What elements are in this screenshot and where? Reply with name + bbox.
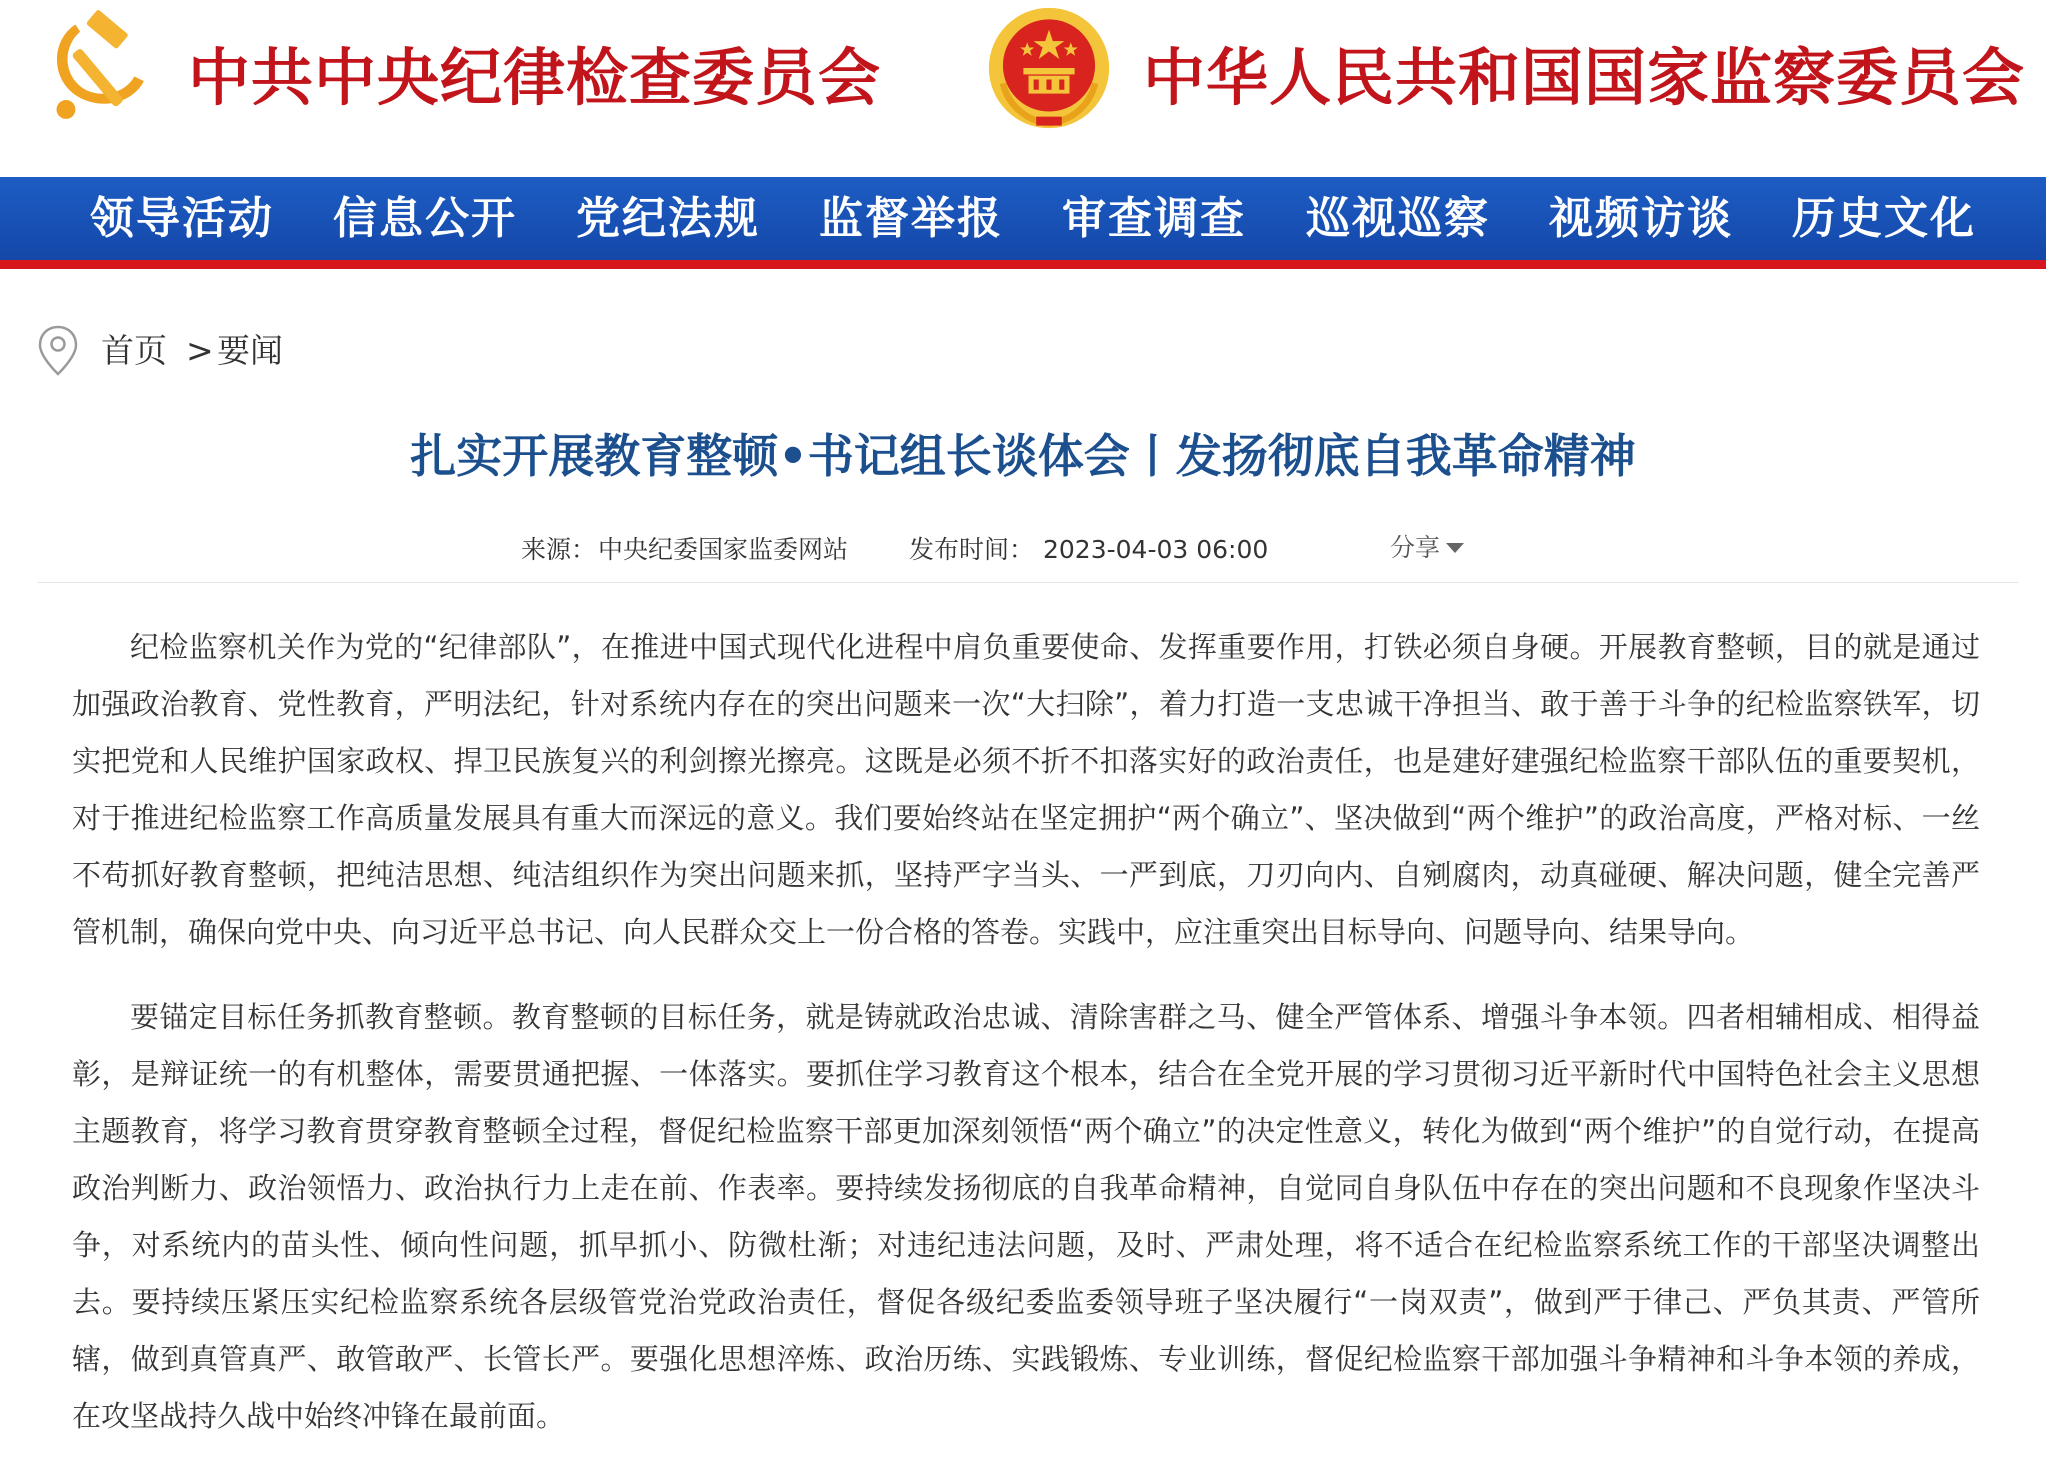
article-paragraph: 要锚定目标任务抓教育整顿。教育整顿的目标任务，就是铸就政治忠诚、清除害群之马、健全严管体系、增强斗争本领。四者相辅相成、相得益彰，是辩证统一的有机整体，需要贯通把握、一体落实。要抓住学习教育这个根本，结合在全党开展的学习贯彻习近平新时代中国特色社会主义思想主题教育，将学习教育贯穿教育整顿全过程，督促纪检监察干部更加深刻领悟“两个确立”的决定性意义，转化为做到“两个维护”的自觉行动，在提高政治判断力、政治领悟力、政治执行力上走在前、作表率。要持续发扬彻底的自我革命精神，自觉同自身队伍中存在的突出问题和不良现象作坚决斗争，对系统内的苗头性、倾向性问题，抓早抓小、防微杜渐；对违纪违法问题，及时、严肃处理，将不适合在纪检监察系统工作的干部坚决调整出去。要持续压紧压实纪检监察系统各层级管党治党政治责任，督促各级纪委监委领导班子坚决履行“一岗双责”，做到严于律己、严负其责、严管所辖，做到真管真严、敢管敢严、长管长严。要强化思想淬炼、政治历练、实践锻炼、专业训练，督促纪检监察干部加强斗争精神和斗争本领的养成，在攻坚战持久战中始终冲锋在最前面。: [72, 1000, 1980, 1433]
article-title: 扎实开展教育整顿•书记组长谈体会丨发扬彻底自我革命精神: [410, 429, 1636, 483]
article-body: [72, 619, 1980, 1473]
header-divider: [38, 582, 2018, 583]
state-emblem-icon: [985, 4, 1113, 132]
right-org-name: 中华人民共和国国家监察委员会: [1143, 41, 2026, 114]
nav-item-report[interactable]: 监督举报: [819, 193, 1003, 244]
share-label: 分享: [1390, 533, 1441, 562]
nav-item-history[interactable]: 历史文化: [1792, 193, 1976, 244]
breadcrumb-separator: >: [186, 331, 214, 370]
breadcrumb-current-link[interactable]: 要闻: [217, 331, 283, 370]
caret-down-icon: [1446, 543, 1464, 553]
publish-date-value: 2023-04-03 06:00: [1043, 535, 1269, 564]
article-paragraph: 纪检监察机关作为党的“纪律部队”，在推进中国式现代化进程中肩负重要使命、发挥重要作用，打铁必须自身硬。开展教育整顿，目的就是通过加强政治教育、党性教育，严明法纪，针对系统内存在的突出问题来一次“大扫除”，着力打造一支忠诚干净担当、敢于善于斗争的纪检监察铁军，切实把党和人民维护国家政权、捍卫民族复兴的利剑擦光擦亮。这既是必须不折不扣落实好的政治责任，也是建好建强纪检监察干部队伍的重要契机，对于推进纪检监察工作高质量发展具有重大而深远的意义。我们要始终站在坚定拥护“两个确立”、坚决做到“两个维护”的政治高度，严格对标、一丝不苟抓好教育整顿，把纯洁思想、纯洁组织作为突出问题来抓，坚持严字当头、一严到底，刀刃向内、自剜腐肉，动真碰硬、解决问题，健全完善严管机制，确保向党中央、向习近平总书记、向人民群众交上一份合格的答卷。实践中，应注重突出目标导向、问题导向、结果导向。: [72, 630, 1980, 949]
source-value: 中央纪委国家监委网站: [598, 535, 849, 564]
main-nav: [0, 177, 2046, 269]
source-label: 来源：: [521, 535, 597, 564]
share-button[interactable]: [1390, 530, 1464, 570]
nav-item-investigation[interactable]: 审查调查: [1062, 193, 1246, 244]
location-pin-icon: [36, 324, 80, 378]
breadcrumb: [36, 320, 636, 380]
nav-item-leadership[interactable]: 领导活动: [90, 193, 274, 244]
nav-item-information[interactable]: 信息公开: [333, 193, 517, 244]
breadcrumb-home-link[interactable]: 首页: [101, 331, 167, 370]
left-org-name: 中共中央纪律检查委员会: [188, 41, 882, 114]
nav-item-regulations[interactable]: 党纪法规: [576, 193, 760, 244]
party-emblem-icon: [40, 8, 158, 126]
publish-date-label: 发布时间：: [909, 535, 1035, 564]
nav-item-inspection[interactable]: 巡视巡察: [1306, 193, 1490, 244]
site-header: [0, 0, 2046, 177]
main-nav-list: [0, 177, 2046, 260]
nav-item-video[interactable]: 视频访谈: [1549, 193, 1733, 244]
